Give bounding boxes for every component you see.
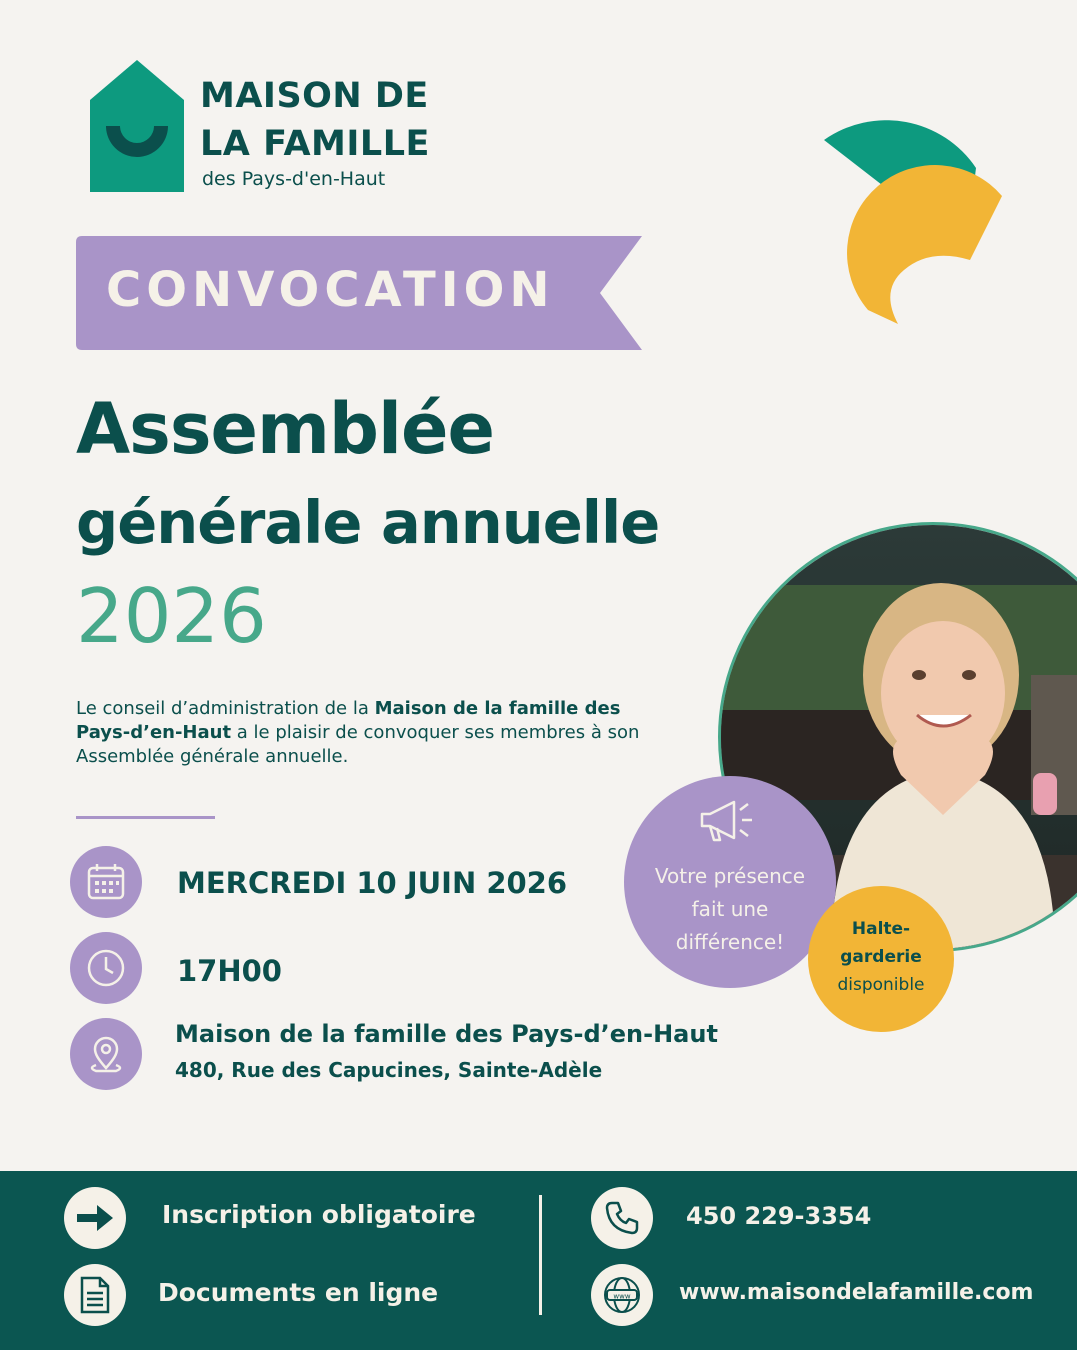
meeting-address: 480, Rue des Capucines, Sainte-Adèle [175, 1058, 603, 1082]
daycare-line2: garderie [840, 947, 922, 967]
daycare-text [808, 915, 954, 999]
section-divider [76, 816, 215, 819]
website-link[interactable]: www.maisondelafamille.com [679, 1280, 1034, 1305]
documents-link[interactable]: Documents en ligne [158, 1278, 439, 1307]
banner-label: CONVOCATION [106, 262, 555, 318]
daycare-line3: disponible [837, 975, 925, 995]
svg-text:www: www [613, 1292, 631, 1301]
intro-text-start: Le conseil d’administration de la [76, 698, 375, 719]
title-year: 2026 [76, 572, 267, 660]
presence-line2: fait une [691, 897, 769, 921]
title-line2: générale annuelle [76, 488, 660, 557]
presence-line3: différence! [675, 930, 785, 954]
daycare-line1: Halte- [851, 919, 911, 939]
title-line1: Assemblée [76, 388, 494, 470]
presence-text [624, 860, 836, 959]
decorative-arc-shapes [820, 110, 1020, 330]
phone-icon[interactable] [591, 1187, 653, 1249]
intro-paragraph [76, 697, 676, 769]
presence-line1: Votre présence [654, 864, 806, 888]
meeting-place: Maison de la famille des Pays-d’en-Haut [175, 1020, 718, 1048]
phone-number[interactable]: 450 229-3354 [686, 1202, 872, 1230]
document-icon[interactable] [64, 1264, 126, 1326]
location-pin-icon [70, 1018, 142, 1090]
registration-link[interactable]: Inscription obligatoire [162, 1200, 476, 1229]
logo-subtitle: des Pays-d'en-Haut [202, 168, 386, 190]
clock-icon [70, 932, 142, 1004]
intro-text-end: a le plaisir de convoquer ses membres à son Assemblée générale annuelle. [76, 722, 640, 767]
intro-org-name: Maison de la famille des Pays-d’en-Haut [76, 698, 621, 743]
meeting-time: 17H00 [177, 954, 282, 988]
megaphone-icon [696, 794, 766, 846]
meeting-date: MERCREDI 10 JUIN 2026 [177, 866, 568, 900]
arrow-right-icon[interactable] [64, 1187, 126, 1249]
house-smile-icon [90, 60, 184, 192]
logo-title-line1: MAISON DE [200, 76, 429, 116]
calendar-icon [70, 846, 142, 918]
footer-divider [539, 1195, 542, 1315]
globe-www-icon[interactable] [591, 1264, 653, 1326]
logo-title-line2: LA FAMILLE [200, 124, 430, 164]
